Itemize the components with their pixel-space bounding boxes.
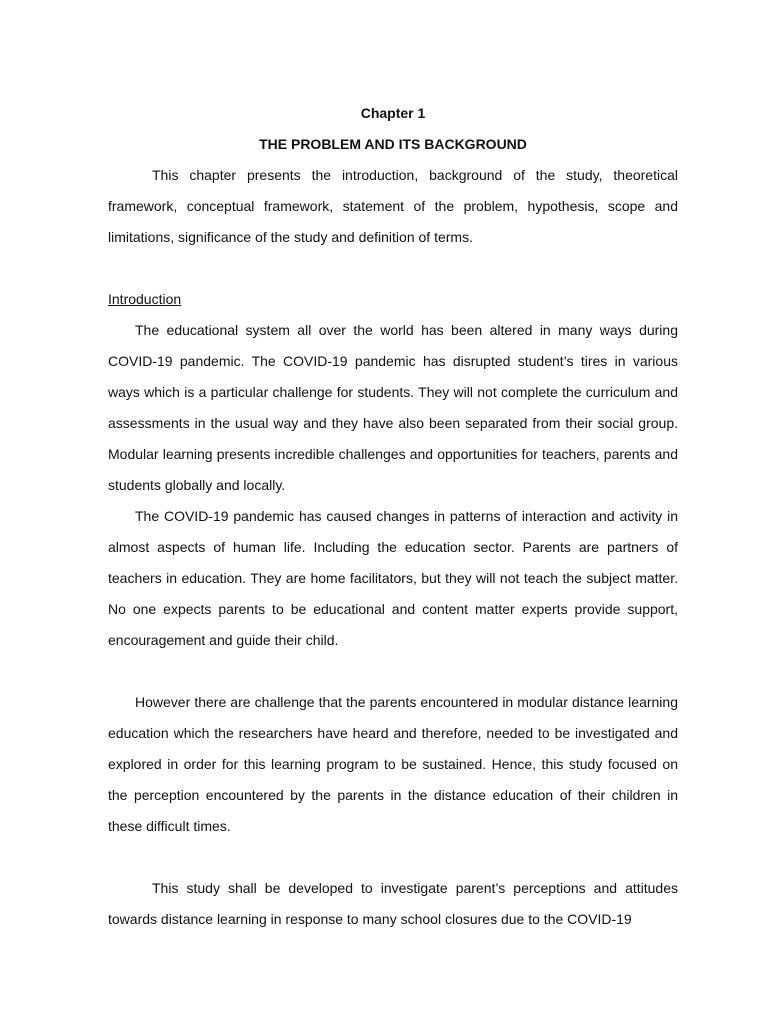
body-paragraph: The educational system all over the world has been altered in many ways during COVID-19 pandemic. The COVID-19 pandemic has disrupted student’s tires in various ways which is a particular challenge for students. They will not complete the curriculum and assessments in the usual way and they have also been separated from their social group. Modular learning presents incredible challenges and opportunities for teachers, parents and students globally and locally. <box>108 322 678 493</box>
section-heading-label: Introduction <box>108 291 182 307</box>
chapter-number: Chapter 1 <box>360 105 426 121</box>
chapter-title: THE PROBLEM AND ITS BACKGROUND <box>259 136 527 152</box>
body-paragraph: The COVID-19 pandemic has caused changes in patterns of interaction and activity in almost aspects of human life. Including the education sector. Parents are partners of teachers in education. They are home facilitators, but they will not teach the subject matter. No one expects parents to be educational and content matter experts provide support, encouragement and guide their child. <box>108 508 678 648</box>
section-heading-introduction <box>108 284 678 315</box>
body-paragraph: This study shall be developed to investigate parent’s perceptions and attitudes towards distance learning in response to many school closures due to the COVID-19 <box>108 880 678 927</box>
chapter-overview-paragraph: This chapter presents the introduction, background of the study, theoretical framework, conceptual framework, statement of the problem, hypothesis, scope and limitations, significance of the study and definition of terms. <box>108 167 678 245</box>
document-page <box>108 0 678 1024</box>
body-paragraph: However there are challenge that the parents encountered in modular distance learning education which the researchers have heard and therefore, needed to be investigated and explored in order for this learning program to be sustained. Hence, this study focused on the perception encountered by the parents in the distance education of their children in these difficult times. <box>108 694 678 834</box>
